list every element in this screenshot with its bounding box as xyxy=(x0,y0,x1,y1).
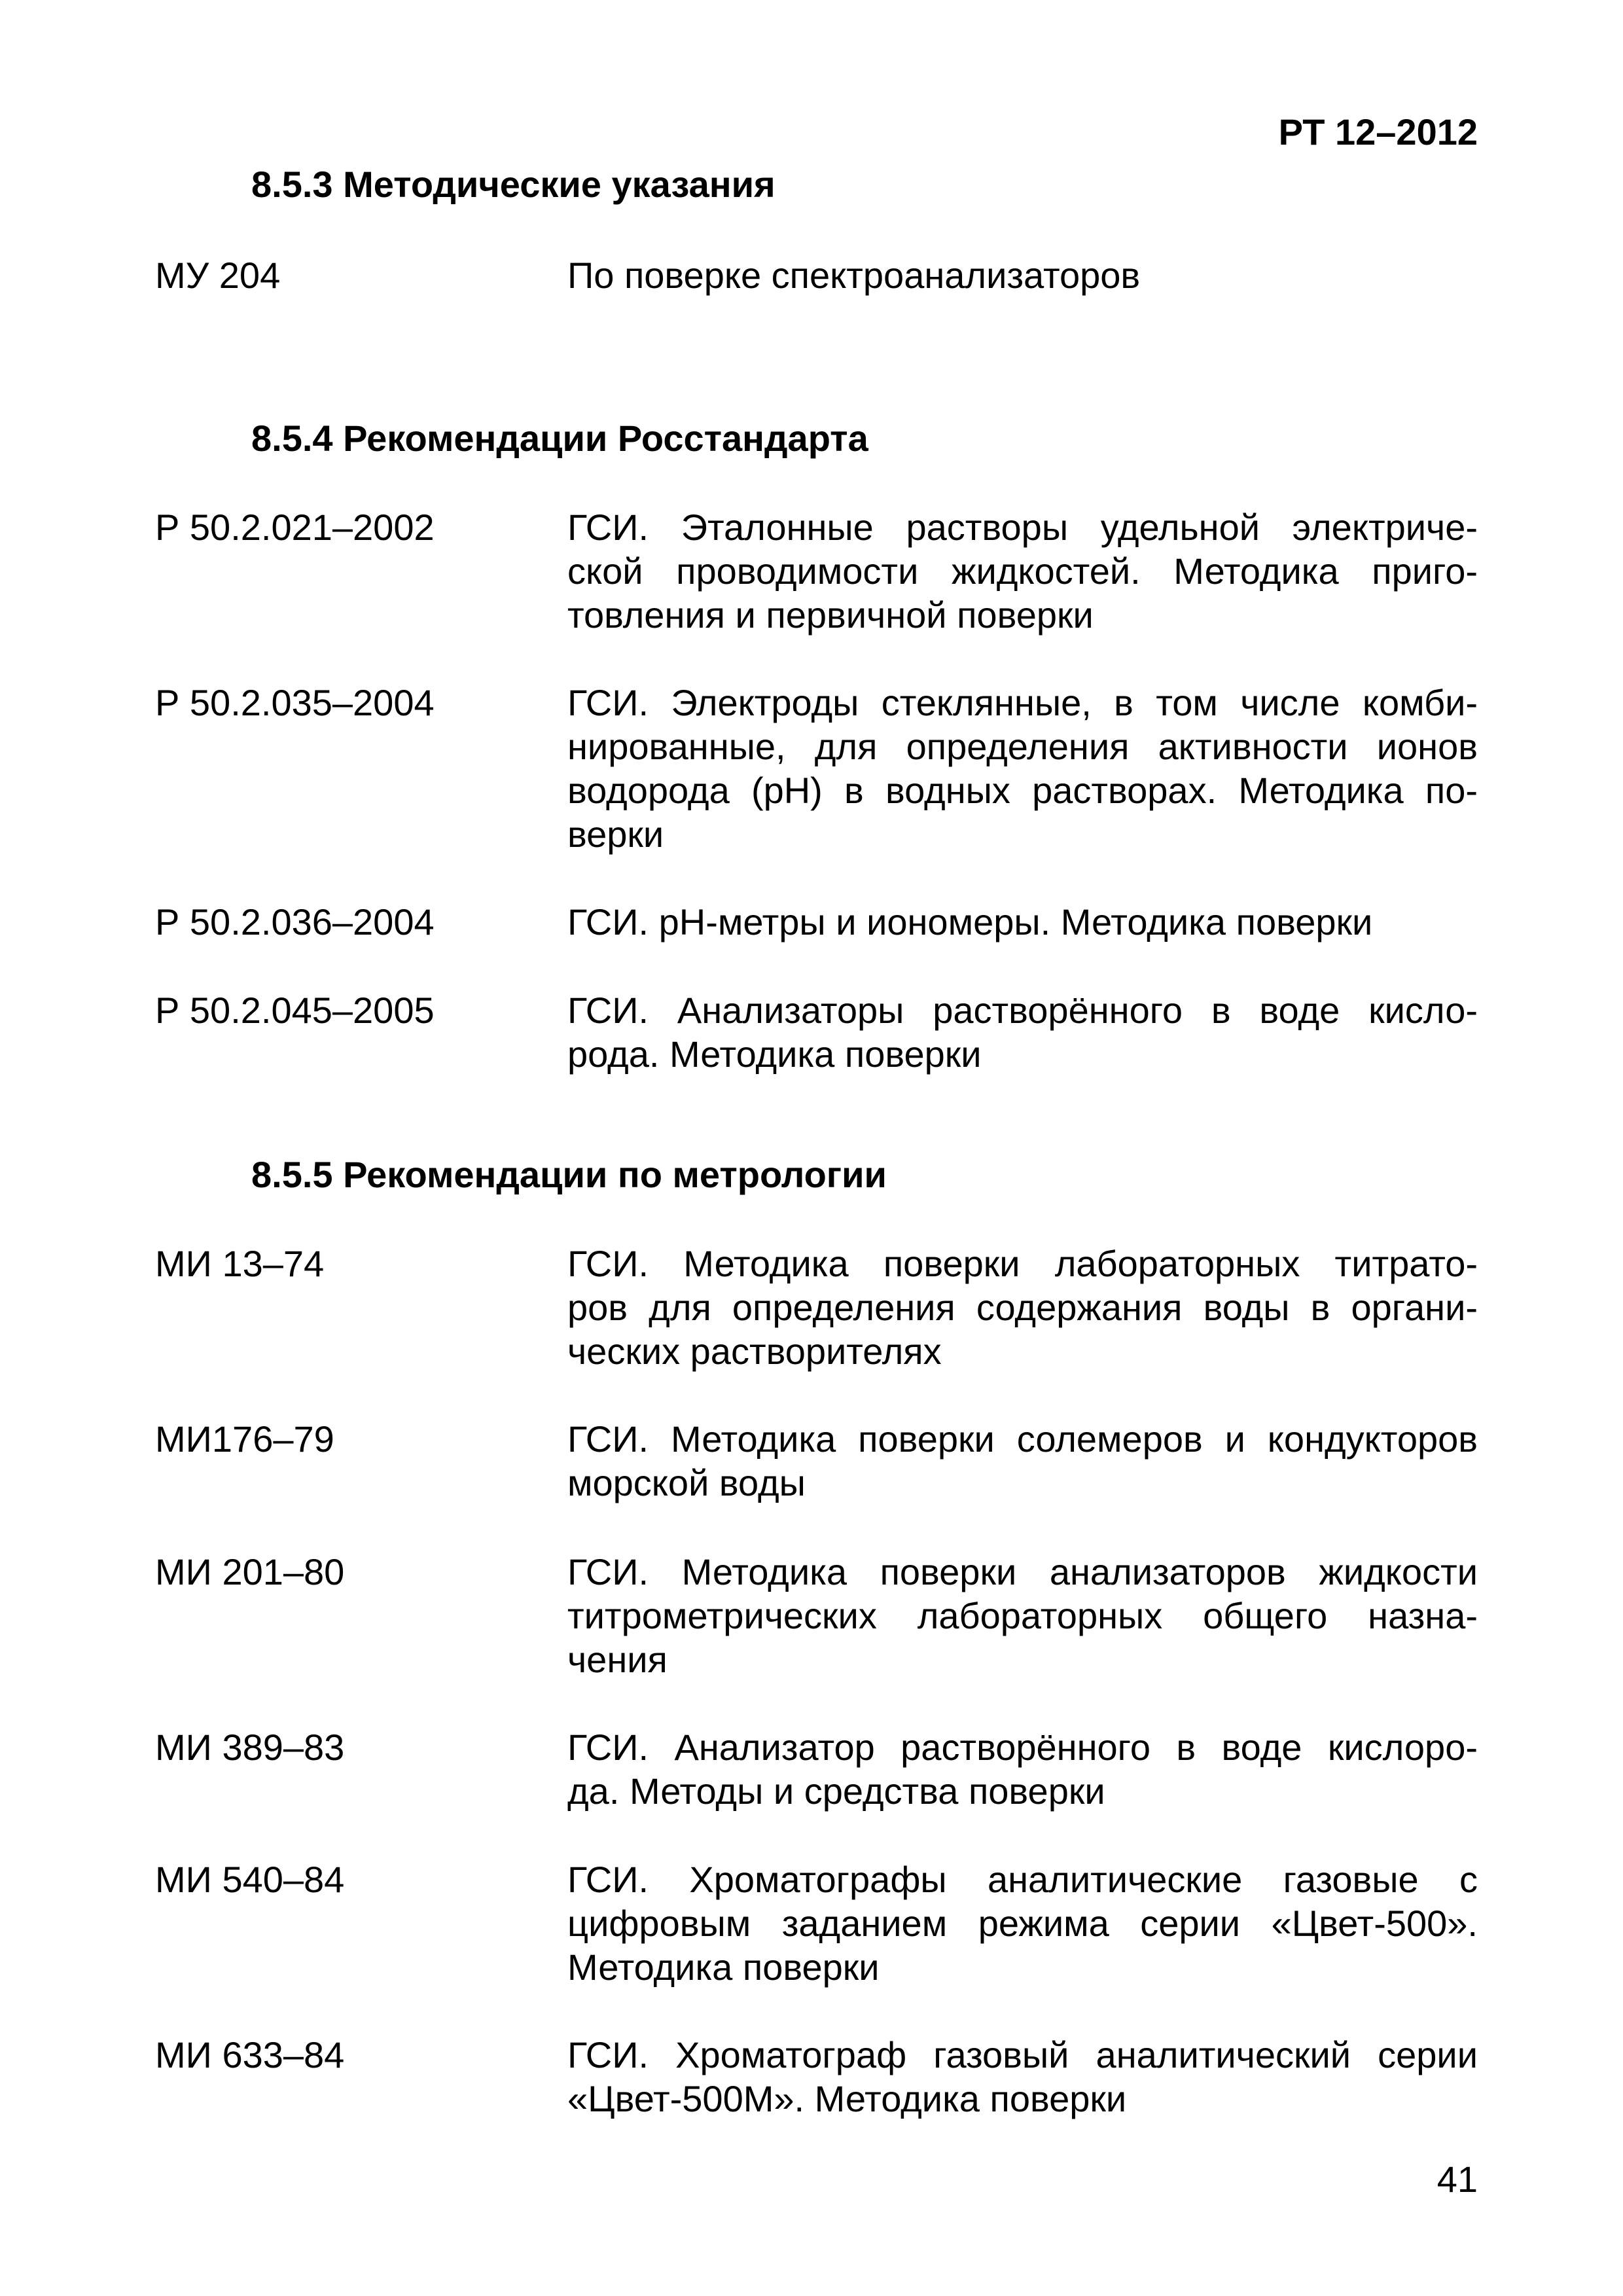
description-line: ГСИ. Методика поверки лабораторных титрато- xyxy=(567,1243,1478,1284)
description-line: водорода (рН) в водных растворах. Методика по- xyxy=(567,770,1478,811)
reference-description xyxy=(567,505,1478,637)
reference-description xyxy=(567,681,1478,856)
description-line: ГСИ. Хроматограф газовый аналитический серии xyxy=(567,2034,1478,2075)
description-line: цифровым заданием режима серии «Цвет-500». xyxy=(567,1903,1478,1944)
reference-description xyxy=(567,253,1478,297)
description-line: По поверке спектроанализаторов xyxy=(567,255,1141,296)
reference-description xyxy=(567,1857,1478,1989)
reference-description xyxy=(567,900,1478,944)
document-code: РТ 12–2012 xyxy=(1278,111,1478,152)
reference-code: МИ 13–74 xyxy=(155,1243,325,1284)
description-line: ГСИ. Электроды стеклянные, в том числе комби- xyxy=(567,682,1478,723)
description-line: ГСИ. Эталонные растворы удельной электриче- xyxy=(567,507,1478,548)
reference-description xyxy=(567,1725,1478,1813)
section-title: 8.5.4 Рекомендации Росстандарта xyxy=(251,418,868,459)
description-line: титрометрических лабораторных общего назна- xyxy=(567,1595,1478,1636)
description-line: нированные, для определения активности ионов xyxy=(567,726,1478,767)
description-line: чения xyxy=(567,1639,668,1680)
reference-code: Р 50.2.036–2004 xyxy=(155,901,435,942)
description-line: ГСИ. рН-метры и иономеры. Методика поверки xyxy=(567,901,1373,942)
section-title: 8.5.5 Рекомендации по метрологии xyxy=(251,1154,887,1195)
description-line: товления и первичной поверки xyxy=(567,594,1094,636)
reference-code: МИ 201–80 xyxy=(155,1551,345,1592)
description-line: ГСИ. Хроматографы аналитические газовые с xyxy=(567,1859,1478,1900)
reference-code: Р 50.2.035–2004 xyxy=(155,682,435,723)
reference-code: Р 50.2.045–2005 xyxy=(155,990,435,1031)
description-line: верки xyxy=(567,814,664,855)
description-line: рода. Методика поверки xyxy=(567,1033,982,1075)
description-line: ской проводимости жидкостей. Методика приго- xyxy=(567,550,1478,592)
description-line: да. Методы и средства поверки xyxy=(567,1770,1105,1812)
reference-description xyxy=(567,1417,1478,1505)
reference-code: МУ 204 xyxy=(155,255,281,296)
description-line: Методика поверки xyxy=(567,1946,880,1988)
description-line: морской воды xyxy=(567,1462,806,1503)
reference-description xyxy=(567,1242,1478,1373)
description-line: ГСИ. Анализаторы растворённого в воде кисло- xyxy=(567,990,1478,1031)
section-title: 8.5.3 Методические указания xyxy=(251,164,776,205)
reference-code: МИ 633–84 xyxy=(155,2034,345,2075)
reference-code: Р 50.2.021–2002 xyxy=(155,507,435,548)
reference-code: МИ 389–83 xyxy=(155,1727,345,1768)
description-line: ГСИ. Анализатор растворённого в воде кислоро- xyxy=(567,1727,1478,1768)
reference-code: МИ176–79 xyxy=(155,1418,334,1460)
description-line: ров для определения содержания воды в органи- xyxy=(567,1287,1478,1328)
description-line: «Цвет-500М». Методика поверки xyxy=(567,2078,1127,2119)
page-number: 41 xyxy=(1436,2159,1478,2200)
reference-code: МИ 540–84 xyxy=(155,1859,345,1900)
reference-description xyxy=(567,1550,1478,1681)
description-line: ГСИ. Методика поверки анализаторов жидкости xyxy=(567,1551,1478,1592)
description-line: ческих растворителях xyxy=(567,1331,942,1372)
reference-description xyxy=(567,2033,1478,2121)
description-line: ГСИ. Методика поверки солемеров и кондукторов xyxy=(567,1418,1478,1460)
reference-description xyxy=(567,988,1478,1076)
